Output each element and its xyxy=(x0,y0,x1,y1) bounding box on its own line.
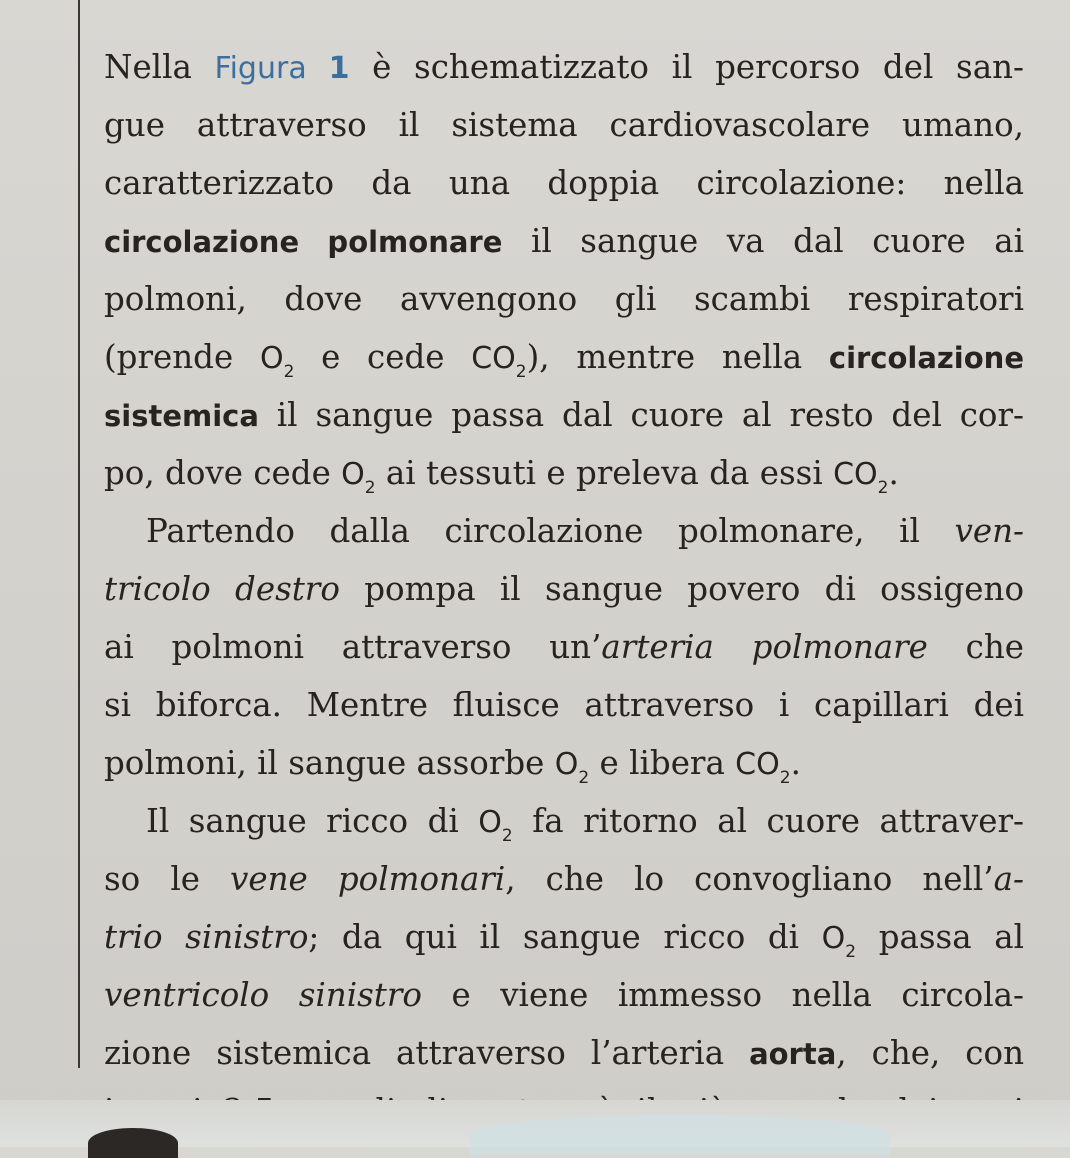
text: polmoni, il sangue assorbe xyxy=(104,744,555,782)
figure-illustration-fragment xyxy=(470,1115,890,1155)
chem-symbol: O xyxy=(478,805,502,840)
text: . xyxy=(888,454,899,492)
keyword-aorta: aorta xyxy=(749,1037,837,1071)
italic-term: ven- xyxy=(954,512,1024,550)
subscript: 2 xyxy=(578,768,590,788)
text: zione sistemica attraverso l’arteria xyxy=(104,1034,750,1072)
text: ai tessuti e preleva da essi xyxy=(375,454,834,492)
text: il sangue passa dal cuore al resto del cor- xyxy=(258,396,1024,434)
keyword-circolazione-polmonare: circolazione polmonare xyxy=(104,225,503,259)
p2-line-2 xyxy=(104,560,1024,618)
chem-o2 xyxy=(341,457,376,498)
text: so le xyxy=(104,860,231,898)
italic-term: vene polmonari xyxy=(230,860,506,898)
p1-line-2: gue attraverso il sistema cardiovascolare umano, xyxy=(104,106,1024,144)
chem-symbol: O xyxy=(259,341,284,376)
text: , che, con xyxy=(836,1034,1024,1072)
p2-line-5 xyxy=(104,734,1034,792)
chem-o2 xyxy=(478,805,513,846)
text: e cede xyxy=(294,338,472,376)
p2-line-1 xyxy=(104,502,1024,560)
subscript: 2 xyxy=(845,942,857,962)
text: fa ritorno al cuore attraver- xyxy=(512,802,1024,840)
chem-symbol: O xyxy=(554,747,579,782)
keyword-sistemica: sistemica xyxy=(104,399,259,433)
p2-line-3 xyxy=(104,618,1024,676)
italic-term: ventricolo sinistro xyxy=(104,976,422,1014)
p3-line-2 xyxy=(104,850,1024,908)
text: il sangue va dal cuore ai xyxy=(502,222,1024,260)
chem-symbol: CO xyxy=(471,341,516,376)
chem-co2 xyxy=(833,457,889,498)
text: Nella xyxy=(104,48,215,86)
italic-term: tricolo destro xyxy=(104,570,340,608)
italic-term: a- xyxy=(993,860,1024,898)
figure-dark-fragment xyxy=(88,1128,178,1158)
subscript: 2 xyxy=(501,826,513,846)
subscript: 2 xyxy=(877,478,889,498)
chem-co2 xyxy=(471,341,527,382)
text: ), mentre nella xyxy=(526,338,829,376)
subscript: 2 xyxy=(283,362,295,382)
text: Partendo dalla circolazione polmonare, il xyxy=(146,512,955,550)
italic-term: trio sinistro xyxy=(104,918,309,956)
text: po, dove cede xyxy=(104,454,342,492)
p3-line-5 xyxy=(104,1024,1024,1082)
subscript: 2 xyxy=(364,478,376,498)
p3-line-1 xyxy=(104,792,1024,850)
text: (prende xyxy=(104,338,260,376)
p1-line-4 xyxy=(104,212,1024,270)
p1-line-3: caratterizzato da una doppia circolazione: nella xyxy=(104,164,1024,202)
chem-symbol: O xyxy=(341,457,365,492)
p1-line-1 xyxy=(104,38,1024,96)
subscript: 2 xyxy=(779,768,791,788)
figure-number: 1 xyxy=(328,51,350,86)
p2-line-4: si biforca. Mentre fluisce attraverso i capillari dei xyxy=(104,686,1024,724)
text: e libera xyxy=(589,744,736,782)
p1-line-7 xyxy=(104,386,1024,444)
chem-o2 xyxy=(554,747,590,788)
text: passa al xyxy=(856,918,1024,956)
chem-symbol: CO xyxy=(833,457,878,492)
subscript: 2 xyxy=(515,362,527,382)
margin-rule xyxy=(78,0,80,1068)
keyword-circolazione: circolazione xyxy=(828,341,1024,375)
p1-line-6 xyxy=(104,328,1024,386)
text: , che lo convogliano nell’ xyxy=(505,860,994,898)
p1-line-5: polmoni, dove avvengono gli scambi respiratori xyxy=(104,280,1024,318)
text: che xyxy=(927,628,1025,666)
text: è schematizzato il percorso del san- xyxy=(349,48,1024,86)
body-text xyxy=(104,38,1034,1140)
text: ai polmoni attraverso un’ xyxy=(104,628,602,666)
chem-co2 xyxy=(735,747,791,788)
chem-o2 xyxy=(259,341,295,382)
chem-symbol: CO xyxy=(735,747,780,782)
text: pompa il sangue povero di ossigeno xyxy=(339,570,1025,608)
text: Il sangue ricco di xyxy=(146,802,479,840)
figure-reference: Figura xyxy=(214,51,329,86)
p1-line-8 xyxy=(104,444,1034,502)
text: . xyxy=(790,744,801,782)
text: e viene immesso nella circola- xyxy=(421,976,1024,1014)
text: ; da qui il sangue ricco di xyxy=(308,918,822,956)
italic-term: arteria polmonare xyxy=(601,628,928,666)
chem-o2 xyxy=(821,921,857,962)
chem-symbol: O xyxy=(821,921,846,956)
p3-line-3 xyxy=(104,908,1024,966)
p3-line-4 xyxy=(104,966,1024,1024)
